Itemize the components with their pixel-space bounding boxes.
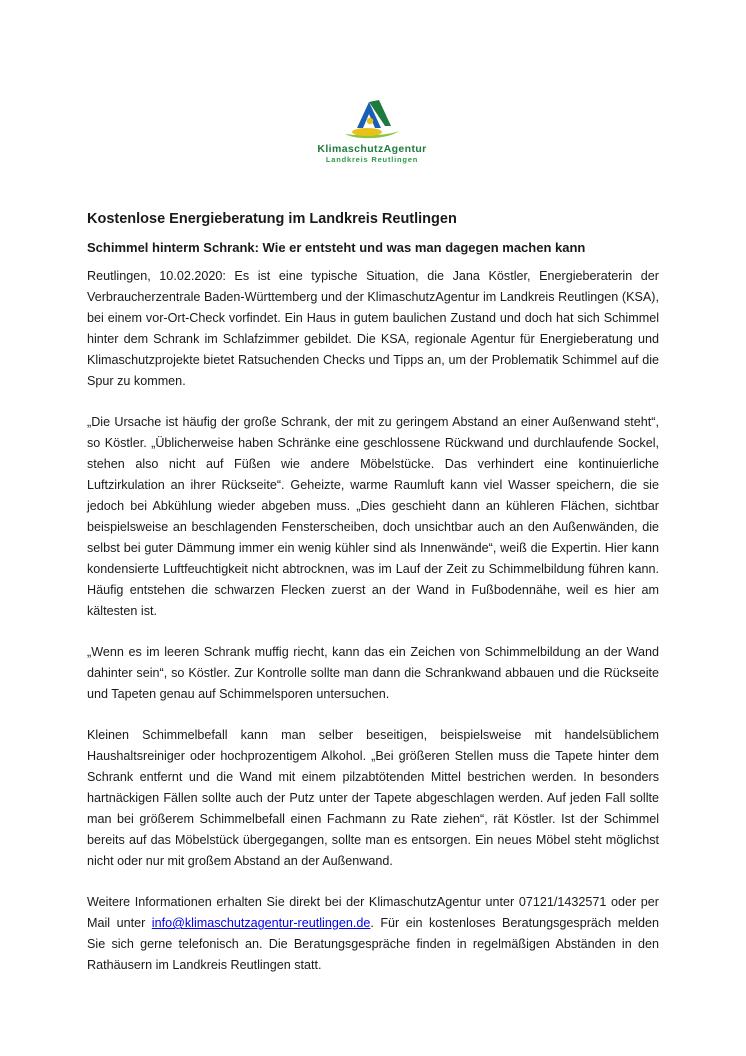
paragraph-contact — [87, 892, 659, 976]
email-link[interactable]: info@klimaschutzagentur-reutlingen.de — [151, 916, 371, 930]
logo-emblem-icon — [339, 98, 405, 140]
document-subtitle: Schimmel hinterm Schrank: Wie er entsteht und was man dagegen machen kann — [87, 240, 586, 255]
document-body — [87, 209, 659, 976]
klimaschutzagentur-logo — [297, 98, 447, 168]
document-title: Kostenlose Energieberatung im Landkreis Reutlingen — [87, 211, 457, 227]
paragraph-cause: „Die Ursache ist häufig der große Schrank, der mit zu geringem Abstand an einer Außenwand steht“, so Köstler. „Üblicherweise haben Schränke eine geschlossene Rückwand und durchlaufende Sockel, stehen also nicht auf Füßen wie andere Möbelstücke. Das verhindert eine kontinuierliche Luftzirkulation an ihrer Rückseite“. Geheizte, warme Raumluft kann viel Wasser speichern, die sie jedoch bei Abkühlung wieder abgeben muss. „Dies geschieht dann an kühleren Flächen, sichtbar beispielsweise an beschlagenden Fensterscheiben, doch unsichtbar auch an den Außenwänden, die selbst bei guter Dämmung immer ein wenig kühler sind als Innenwände“, weiß die Expertin. Hier kann kondensierte Luftfeuchtigkeit nicht abtrocknen, was im Lauf der Zeit zu Schimmelbildung führen kann. Häufig entstehen die schwarzen Flecken zuerst an der Wand in Fußbodennähe, weil es hier am kältesten ist. — [87, 415, 659, 618]
contact-text-after: . Für ein kostenloses Beratungsgespräch melden Sie sich gerne telefonisch an. Die Beratungsgespräche finden in regelmäßigen Abständen in den Rathäusern im Landkreis Reutlingen statt. — [87, 916, 660, 972]
paragraph-check: „Wenn es im leeren Schrank muffig riecht, kann das ein Zeichen von Schimmelbildung an der Wand dahinter sein“, so Köstler. Zur Kontrolle sollte man dann die Schrankwand abbauen und die Rückseite und Tapeten genau auf Schimmelsporen untersuchen. — [87, 645, 659, 701]
contact-text-before: Weitere Informationen erhalten Sie direkt bei der KlimaschutzAgentur unter 07121/1432571 oder per Mail unter — [87, 895, 659, 930]
paragraph-intro: Reutlingen, 10.02.2020: Es ist eine typische Situation, die Jana Köstler, Energieberaterin der Verbraucherzentrale Baden-Württemberg und der KlimaschutzAgentur im Landkreis Reutlingen (KSA), bei einem vor-Ort-Check vorfindet. Ein Haus in gutem baulichen Zustand und doch hat sich Schimmel hinter dem Schrank im Schlafzimmer gebildet. Die KSA, regionale Agentur für Energieberatung und Klimaschutzprojekte bietet Ratsuchenden Checks und Tipps an, um der Problematik Schimmel auf die Spur zu kommen. — [87, 269, 659, 388]
paragraph-removal: Kleinen Schimmelbefall kann man selber beseitigen, beispielsweise mit handelsüblichem Haushaltsreiniger oder hochprozentigem Alkohol. „Bei größeren Stellen muss die Tapete hinter dem Schrank entfernt und die Wand mit einem pilzabtötenden Mittel bestrichen werden. In besonders hartnäckigen Fällen sollte auch der Putz unter der Tapete abgeschlagen werden. Auf jeden Fall sollte man bei größerem Schimmelbefall einen Fachmann zu Rate ziehen“, rät Köstler. Ist der Schimmel bereits auf das Möbelstück übergegangen, sollte man es entsorgen. Ein neues Möbel steht möglichst nicht oder nur mit großem Abstand an der Außenwand. — [87, 728, 659, 868]
logo-subtitle: Landkreis Reutlingen — [325, 155, 419, 164]
logo-name: KlimaschutzAgentur — [317, 143, 427, 155]
